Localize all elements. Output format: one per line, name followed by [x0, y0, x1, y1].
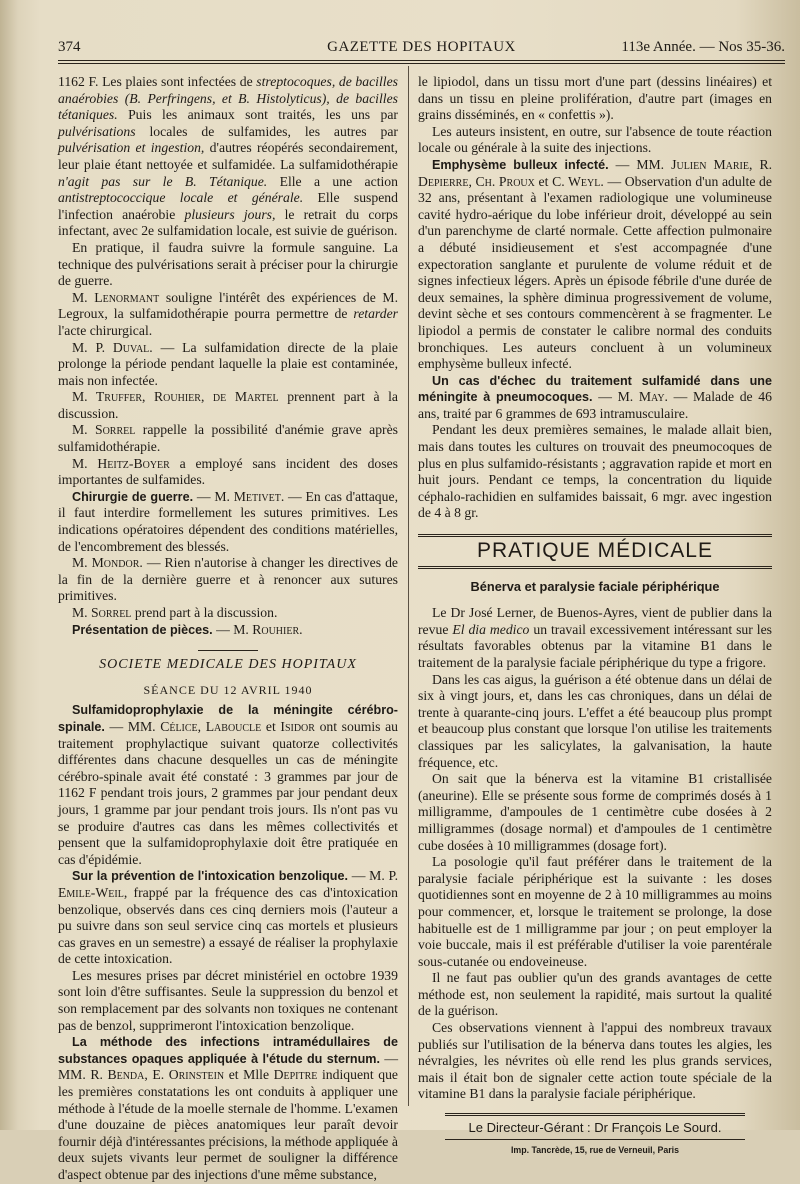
paragraph: Pendant les deux premières semaines, le malade allait bien, mais dans toutes les cultures on trouvait des pneumocoques de plus en plus sulfamido-résistants ; aggravation rapide et mort en huit jours. Pendant ce temps, la concentration du liquide céphalo-rachidien en sulfamides baissait, 6 mgr. avec ingestion de 4 à 8 gr. [418, 422, 772, 521]
paragraph: M. Heitz-Boyer a employé sans incident des doses importantes de sulfamides. [58, 455, 399, 488]
banner-rule-bottom [418, 566, 772, 569]
section-rule [198, 650, 258, 651]
paragraph: 1162 F. Les plaies sont infectées de streptocoques, de bacilles anaérobies (B. Perfringens, et B. Histolyticus), de bacilles tétaniques. Puis les animaux sont traités, les uns par pulvérisations locales de sulfamides, les autres par pulvérisation et ingestion, d'autres réopérés secondairement, leur plaie étant nettoyée et sulfamidée. La sulfamidothérapie n'agit pas sur le B. Tétanique. Elle a une action antistreptococcique locale et générale. Elle suspend l'infection anaérobie plusieurs jours, le retrait du corps infectant, avec 2e sulfamidation locale, est suivie de guérison. [58, 74, 398, 239]
section-heading: Sur la prévention de l'intoxication benzolique. [72, 869, 349, 884]
header-rule [58, 60, 785, 61]
section-paragraph: Chirurgie de guerre. — M. Metivet. — En cas d'attaque, il faut interdire formellement les sutures primitives. Les indications opératoires dépendent des conditions matérielles, de l'encombrement des blessés. [58, 488, 398, 554]
paragraph: Dans les cas aigus, la guérison a été obtenue dans un délai de six à vingt jours, et, dans les cas chroniques, dans un délai de trente à quarante-cinq jours. L'effet a été beaucoup plus prompt et beaucoup plus constant que lorsque l'on utilise les traitements classiques par les salicylates, la galvanisation, la haute fréquence, etc. [418, 671, 772, 770]
header-rule-2 [58, 63, 785, 64]
column-divider [408, 66, 409, 1106]
section-title: PRATIQUE MÉDICALE [477, 539, 713, 563]
banner-rule-top [418, 534, 772, 537]
section-heading: Un cas d'échec du traitement sulfamidé dans une méningite à pneumocoques. [418, 373, 772, 405]
paragraph: Les mesures prises par décret ministériel en octobre 1939 sont loin d'être suffisantes. Seule la suppression du benzol et son remplacement par des solvants non toxiques ne contenant pas de benzol, supprimeront l'intoxication benzolique. [58, 967, 398, 1033]
paragraph: M. P. Duval. — La sulfamidation directe de la plaie prolonge la période pendant laquelle la plaie est contaminée, mais non infectée. [58, 339, 398, 388]
section-paragraph: La méthode des infections intramédullaires de substances opaques appliquée à l'étude du sternum. — MM. R. Benda, E. Orinstein et Mlle Depitre indiquent que les premières constatations les ont conduits à appliquer une méthode à l'étude de la moelle sternale de l'homme. L'examen d'une douzaine de pièces anatomiques leur paraît devoir fournir déjà d'intéressantes précisions, la méthode appliquée à deux sujets vivants leur permet de souligner la différence d'aspect obtenue par des injections d'une même substance, [58, 1035, 399, 1182]
paragraph: En pratique, il faudra suivre la formule sanguine. La technique des pulvérisations serait à préciser pour la chirurgie de guerre. [58, 239, 398, 289]
page-header [58, 36, 785, 58]
section-heading: La méthode des infections intramédullaires de substances opaques appliquée à l'étude du sternum. [58, 1035, 398, 1066]
left-column [58, 74, 398, 1184]
society-title: SOCIETE MEDICALE DES HOPITAUX [99, 657, 357, 673]
footer-rule-2 [445, 1139, 745, 1140]
paragraph: M. Sorrel prend part à la discussion. [72, 605, 278, 620]
page-number: 374 [58, 39, 81, 55]
paragraph: M. Mondor. — Rien n'autorise à changer les directives de la fin de la dernière guerre et à renoncer aux sutures primitives. [58, 555, 398, 604]
section-paragraph: Un cas d'échec du traitement sulfamidé dans une méningite à pneumocoques. — M. May. — Malade de 46 ans, traité par 6 grammes de 693 intramusculaire. [418, 373, 772, 421]
paragraph: le lipiodol, dans un tissu mort d'une part (dessins linéaires) et dans un tissu en pleine prolifération, d'autre part (images en grains disséminés, en « confettis »). [418, 74, 772, 123]
director-credit: Le Directeur-Gérant : Dr François Le Sourd. [468, 1120, 722, 1136]
paragraph: Les auteurs insistent, en outre, sur l'absence de toute réaction locale ou générale à la suite des injections. [418, 123, 772, 156]
paragraph: Il ne faut pas oublier qu'un des grands avantages de cette méthode est, non seulement la rapidité, mais surtout la qualité de la guérison. [418, 970, 772, 1019]
section-heading: Sulfamidoprophylaxie de la méningite cérébro-spinale. [58, 703, 398, 734]
paragraph: M. Lenormant souligne l'intérêt des expériences de M. Legroux, la sulfamidothérapie pourra permettre de retarder l'acte chirurgical. [58, 289, 398, 338]
section-heading: Présentation de pièces. [72, 622, 213, 637]
section-paragraph: Sulfamidoprophylaxie de la méningite cérébro-spinale. — MM. Célice, Laboucle et Isidor ont soumis au traitement prophylactique suivant quatorze collectivités différentes dans chacune desquelles un cas de méningite cérébro-spinale avait été constaté : 3 grammes par jour de 1162 F pendant trois jours, 2 grammes par jour pendant deux jours, 1 gramme par jour pendant trois jours. Ils n'ont pas vu se produire d'autres cas dans les mêmes collectivités et pensent que la sulfamidoprophylaxie doit être pratiquée en cas d'épidémie. [58, 703, 399, 867]
journal-title: GAZETTE DES HOPITAUX [327, 39, 516, 55]
section-paragraph: Présentation de pièces. — M. Rouhier. [72, 621, 303, 637]
paragraph: Le Dr José Lerner, de Buenos-Ayres, vient de publier dans la revue El dia medico un travail excessivement intéressant sur les résultats favorables obtenus par la vitamine B1 dans le traitement de la paralysie faciale périphérique du type a frigore. [418, 605, 772, 670]
pratique-medicale-banner [418, 534, 772, 569]
footer-rule [445, 1113, 745, 1116]
article-title: Bénerva et paralysie faciale périphérique [470, 578, 720, 594]
paragraph: M. Sorrel rappelle la possibilité d'anémie grave après sulfamidothérapie. [58, 422, 398, 455]
section-paragraph: Emphysème bulleux infecté. — MM. Julien Marie, R. Depierre, Ch. Proux et C. Weyl. — Observation d'un adulte de 32 ans, présentant à l'examen radiologique une volumineuse cavité hydro-aérique du lobe inférieur droit, développé au sein d'un parenchyme de clarté normale. Cette affection pulmonaire a débuté insidieusement et s'est accompagnée d'une expectoration sanglante et purulente de volume réduit et de signes infectieux légers. Après un épisode fébrile d'une durée de deux semaines, la sphère diminua progressivement de volume, devint sèche et ses contours commencèrent à se fragmenter. Le lipiodol a permis de constater le calibre normal des conduits bronchiques. Les auteurs concluent à un volumineux emphysème bulleux infecté. [418, 156, 772, 372]
session-date: SÉANCE DU 12 AVRIL 1940 [143, 682, 313, 697]
section-heading: Chirurgie de guerre. [72, 489, 194, 504]
section-paragraph: Sur la prévention de l'intoxication benzolique. — M. P. Emile-Weil, frappé par la fréquence des cas d'intoxication benzolique, observés dans ces cinq derniers mois (l'auteur a pu suivre dans son seul service cinq cas mortels et plusieurs cas graves en un semestre) a essayé de réaliser la prophylaxie de cette intoxication. [58, 868, 399, 967]
section-heading: Emphysème bulleux infecté. [432, 157, 609, 172]
paragraph: On sait que la bénerva est la vitamine B1 cristallisée (aneurine). Elle se présente sous forme de comprimés dosés à 1 milligramme, d'ampoules de 1 centimètre cube dosées à 2 milligrammes (dosage normal) et d'ampoules de 1 centimètre cube dosées à 10 milligrammes (dosage fort). [418, 771, 772, 853]
paragraph: La posologie qu'il faut préférer dans le traitement de la paralysie faciale périphérique est la suivante : les doses quotidiennes sont en moyenne de 2 à 10 milligrammes au moins pour commencer, et, lorsque le traitement se prolonge, la dose habituelle est de 1 milligramme par jour ; on peut employer la voie buccale, mais il est préférable d'utiliser la voie parentérale sous-cutanée ou endoveineuse. [418, 854, 772, 969]
paragraph: M. Truffer, Rouhier, de Martel prennent part à la discussion. [58, 389, 398, 421]
issue-number: 113e Année. — Nos 35-36. [621, 39, 785, 55]
printer-credit: Imp. Tancrède, 15, rue de Verneuil, Paris [510, 1144, 680, 1155]
right-column [418, 74, 772, 1158]
paragraph: Ces observations viennent à l'appui des nombreux travaux publiés sur l'utilisation de la bénerva dans toutes les algies, les névralgies, les névrites où elle rend les plus grands services, mais il était bon de signaler cette action toute spéciale de la vitamine B1 dans la paralysie faciale périphérique. [418, 1020, 772, 1102]
